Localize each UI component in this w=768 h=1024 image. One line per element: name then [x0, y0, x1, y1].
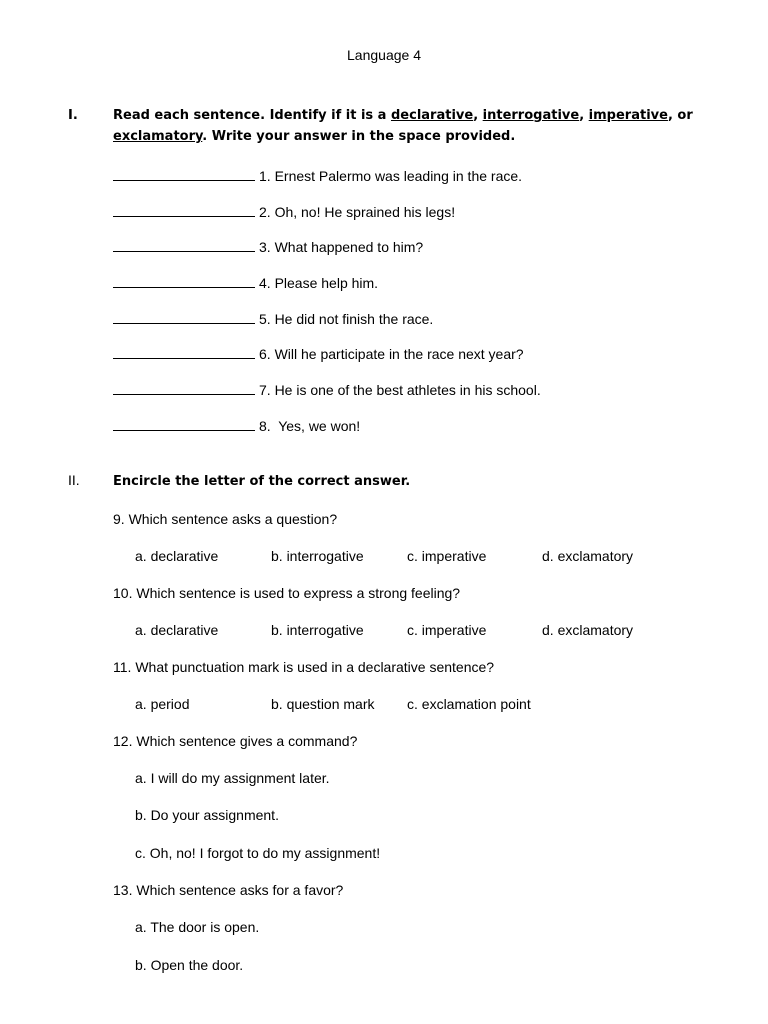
option-b[interactable]: b. interrogative [271, 548, 364, 564]
sentence-text: 6. Will he participate in the race next year? [259, 346, 524, 362]
answer-item-7 [113, 380, 541, 398]
question-10: 10. Which sentence is used to express a strong feeling? [113, 585, 461, 601]
sentence-text: 5. He did not finish the race. [259, 311, 434, 327]
option-a[interactable]: a. The door is open. [135, 919, 260, 935]
option-d[interactable]: d. exclamatory [542, 548, 634, 564]
answer-item-6 [113, 344, 524, 362]
instruction-text: . Write your answer in the space provided. [202, 129, 516, 144]
instruction-text: , [579, 108, 589, 123]
sentence-text: 3. What happened to him? [259, 239, 424, 255]
question-11-options [135, 696, 735, 714]
option-d[interactable]: d. exclamatory [542, 622, 634, 638]
option-b[interactable]: b. interrogative [271, 622, 364, 638]
instruction-text: , [473, 108, 483, 123]
sentence-text: 8. Yes, we won! [259, 418, 361, 434]
option-b[interactable]: b. Open the door. [135, 957, 244, 973]
section-1-number: I. [68, 108, 78, 123]
sentence-text: 2. Oh, no! He sprained his legs! [259, 204, 456, 220]
question-9: 9. Which sentence asks a question? [113, 511, 338, 527]
section-1-instruction [113, 105, 723, 147]
sentence-text: 4. Please help him. [259, 275, 379, 291]
answer-item-2 [113, 202, 455, 220]
option-a[interactable]: a. declarative [135, 622, 219, 638]
answer-item-8 [113, 416, 360, 434]
option-a[interactable]: a. I will do my assignment later. [135, 770, 330, 786]
option-c[interactable]: c. imperative [407, 548, 487, 564]
instruction-text: , or [667, 108, 693, 123]
answer-item-1 [113, 166, 522, 184]
option-b[interactable]: b. Do your assignment. [135, 807, 279, 823]
answer-blank[interactable] [113, 309, 255, 324]
question-9-options [135, 548, 735, 566]
section-2-instruction: Encircle the letter of the correct answer. [113, 474, 411, 489]
question-12: 12. Which sentence gives a command? [113, 733, 358, 749]
option-a[interactable]: a. period [135, 696, 190, 712]
answer-blank[interactable] [113, 202, 255, 217]
answer-blank[interactable] [113, 416, 255, 431]
answer-item-4 [113, 273, 378, 291]
term-imperative: imperative [588, 108, 668, 123]
term-declarative: declarative [390, 108, 474, 123]
option-c[interactable]: c. imperative [407, 622, 487, 638]
option-b[interactable]: b. question mark [271, 696, 375, 712]
page-title: Language 4 [347, 47, 421, 63]
answer-blank[interactable] [113, 380, 255, 395]
answer-blank[interactable] [113, 273, 255, 288]
question-13: 13. Which sentence asks for a favor? [113, 882, 344, 898]
option-a[interactable]: a. declarative [135, 548, 219, 564]
answer-item-5 [113, 309, 433, 327]
answer-blank[interactable] [113, 166, 255, 181]
question-11: 11. What punctuation mark is used in a declarative sentence? [113, 659, 495, 675]
answer-blank[interactable] [113, 344, 255, 359]
option-c[interactable]: c. exclamation point [407, 696, 531, 712]
answer-blank[interactable] [113, 237, 255, 252]
question-10-options [135, 622, 735, 640]
term-exclamatory: exclamatory [113, 129, 203, 144]
term-interrogative: interrogative [482, 108, 580, 123]
sentence-text: 1. Ernest Palermo was leading in the race. [259, 168, 523, 184]
answer-item-3 [113, 237, 423, 255]
sentence-text: 7. He is one of the best athletes in his school. [259, 382, 541, 398]
section-2-number: II. [68, 472, 80, 488]
option-c[interactable]: c. Oh, no! I forgot to do my assignment! [135, 845, 381, 861]
instruction-text: Read each sentence. Identify if it is a [113, 108, 391, 123]
